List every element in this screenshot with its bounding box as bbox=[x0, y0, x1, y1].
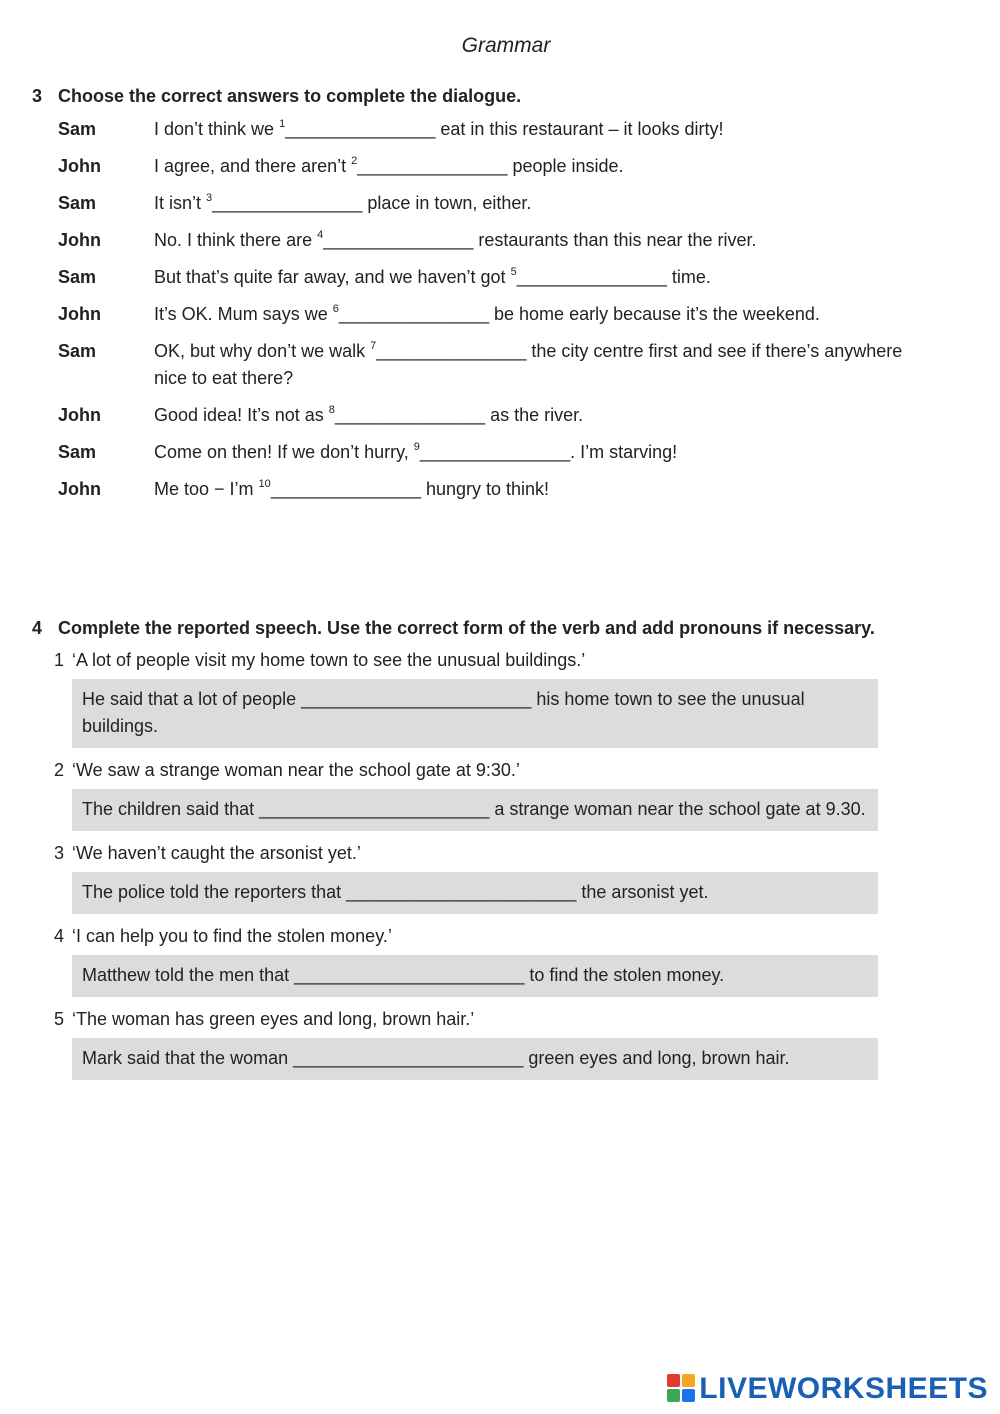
answer-blank[interactable]: _______________ bbox=[419, 442, 571, 462]
gap-number: 9 bbox=[413, 441, 420, 453]
direct-speech-prompt bbox=[54, 648, 884, 672]
answer-blank[interactable]: _______________ bbox=[212, 193, 363, 213]
answer-blank[interactable]: _______________ bbox=[338, 304, 490, 324]
gap-number: 4 bbox=[317, 229, 324, 241]
speaker-name: Sam bbox=[58, 341, 97, 361]
quote-text: ‘I can help you to find the stolen money.’ bbox=[72, 926, 392, 946]
quote-text: ‘We haven’t caught the arsonist yet.’ bbox=[72, 843, 361, 863]
reported-speech-item bbox=[54, 924, 884, 997]
item-number: 3 bbox=[54, 843, 65, 863]
dialogue-line bbox=[58, 476, 938, 503]
gap-number: 3 bbox=[206, 192, 213, 204]
dialogue-text bbox=[154, 476, 938, 503]
text-before: Mark said that the woman bbox=[82, 1048, 294, 1068]
dialogue-line bbox=[58, 264, 938, 291]
text-after: green eyes and long, brown hair. bbox=[523, 1048, 790, 1068]
quote-text: ‘The woman has green eyes and long, brown hair.’ bbox=[72, 1009, 475, 1029]
speaker-name: John bbox=[58, 156, 101, 176]
reported-speech-item bbox=[54, 1007, 884, 1080]
gap-number: 1 bbox=[279, 118, 286, 130]
answer-blank[interactable]: _______________ bbox=[376, 341, 527, 361]
reported-speech-item bbox=[54, 758, 884, 831]
speaker-name: Sam bbox=[58, 119, 97, 139]
section-number: 4 bbox=[32, 618, 43, 638]
gap-number: 10 bbox=[258, 478, 271, 490]
dialogue-line bbox=[58, 227, 938, 254]
dialogue-line bbox=[58, 338, 938, 392]
dialogue-text bbox=[154, 439, 938, 466]
text-before: The children said that bbox=[82, 799, 260, 819]
speaker-name: Sam bbox=[58, 193, 97, 213]
quote-text: ‘We saw a strange woman near the school gate at 9:30.’ bbox=[72, 760, 520, 780]
speaker-name: John bbox=[58, 479, 101, 499]
answer-blank[interactable]: _______________ bbox=[516, 267, 667, 287]
direct-speech-prompt bbox=[54, 841, 884, 865]
dialogue-text bbox=[154, 190, 938, 217]
answer-box bbox=[72, 955, 878, 997]
text-after: . I’m starving! bbox=[570, 442, 678, 462]
text-after: the city centre first and see if there’s anywhere nice to eat there? bbox=[154, 341, 903, 388]
dialogue-text bbox=[154, 264, 938, 291]
text-before: Matthew told the men that bbox=[82, 965, 295, 985]
text-after: eat in this restaurant – it looks dirty! bbox=[435, 119, 724, 139]
answer-blank[interactable]: _______________________ bbox=[294, 965, 525, 985]
answer-blank[interactable]: _______________ bbox=[334, 405, 486, 425]
dialogue-text bbox=[154, 402, 938, 429]
gap-number: 6 bbox=[332, 303, 339, 315]
direct-speech-prompt bbox=[54, 758, 884, 782]
text-after: place in town, either. bbox=[362, 193, 532, 213]
text-before: It’s OK. Mum says we bbox=[154, 304, 333, 324]
gap-number: 2 bbox=[351, 155, 358, 167]
text-after: to find the stolen money. bbox=[524, 965, 725, 985]
answer-box bbox=[72, 1038, 878, 1080]
quote-text: ‘A lot of people visit my home town to see the unusual buildings.’ bbox=[72, 650, 586, 670]
direct-speech-prompt bbox=[54, 924, 884, 948]
liveworksheets-logo bbox=[667, 1371, 988, 1407]
text-after: time. bbox=[666, 267, 711, 287]
dialogue-line bbox=[58, 153, 938, 180]
dialogue bbox=[58, 116, 938, 513]
text-after: his home town to see the unusual buildings. bbox=[82, 689, 805, 736]
dialogue-line bbox=[58, 402, 938, 429]
item-number: 5 bbox=[54, 1009, 65, 1029]
text-before: No. I think there are bbox=[154, 230, 318, 250]
answer-box bbox=[72, 789, 878, 831]
gap-number: 5 bbox=[510, 266, 517, 278]
gap-number: 7 bbox=[370, 340, 377, 352]
dialogue-line bbox=[58, 301, 938, 328]
reported-speech-items bbox=[54, 648, 884, 1090]
page-title: Grammar bbox=[461, 34, 551, 57]
item-number: 4 bbox=[54, 926, 65, 946]
text-after: restaurants than this near the river. bbox=[473, 230, 757, 250]
text-after: hungry to think! bbox=[420, 479, 550, 499]
dialogue-text bbox=[154, 153, 938, 180]
dialogue-text bbox=[154, 227, 938, 254]
reported-speech-item bbox=[54, 841, 884, 914]
text-after: people inside. bbox=[507, 156, 624, 176]
text-before: I agree, and there aren’t bbox=[154, 156, 352, 176]
speaker-name: Sam bbox=[58, 442, 97, 462]
section-4-heading bbox=[32, 618, 875, 639]
section-instruction: Choose the correct answers to complete the dialogue. bbox=[58, 86, 522, 106]
answer-blank[interactable]: _______________ bbox=[323, 230, 474, 250]
answer-blank[interactable]: _______________ bbox=[270, 479, 421, 499]
dialogue-text bbox=[154, 301, 938, 328]
gap-number: 8 bbox=[328, 404, 335, 416]
text-before: It isn’t bbox=[154, 193, 207, 213]
answer-blank[interactable]: _______________ bbox=[285, 119, 436, 139]
text-before: I don’t think we bbox=[154, 119, 280, 139]
reported-speech-item bbox=[54, 648, 884, 748]
item-number: 1 bbox=[54, 650, 65, 670]
answer-blank[interactable]: _______________________ bbox=[346, 882, 577, 902]
text-after: be home early because it’s the weekend. bbox=[489, 304, 820, 324]
answer-blank[interactable]: _______________________ bbox=[293, 1048, 524, 1068]
dialogue-line bbox=[58, 116, 938, 143]
text-after: a strange woman near the school gate at 9.30. bbox=[489, 799, 866, 819]
section-instruction: Complete the reported speech. Use the correct form of the verb and add pronouns if necessary. bbox=[58, 618, 875, 638]
speaker-name: Sam bbox=[58, 267, 97, 287]
answer-box bbox=[72, 872, 878, 914]
dialogue-line bbox=[58, 190, 938, 217]
direct-speech-prompt bbox=[54, 1007, 884, 1031]
text-before: But that’s quite far away, and we haven’t got bbox=[154, 267, 511, 287]
answer-blank[interactable]: _______________ bbox=[357, 156, 508, 176]
section-3-heading bbox=[32, 86, 521, 107]
section-number: 3 bbox=[32, 86, 43, 106]
speaker-name: John bbox=[58, 304, 101, 324]
speaker-name: John bbox=[58, 405, 101, 425]
answer-blank[interactable]: _______________________ bbox=[301, 689, 532, 709]
dialogue-text bbox=[154, 116, 938, 143]
answer-box bbox=[72, 679, 878, 748]
logo-mark-icon bbox=[667, 1374, 697, 1404]
text-before: He said that a lot of people bbox=[82, 689, 302, 709]
item-number: 2 bbox=[54, 760, 65, 780]
text-before: Good idea! It’s not as bbox=[154, 405, 329, 425]
text-before: OK, but why don’t we walk bbox=[154, 341, 371, 361]
text-before: Come on then! If we don’t hurry, bbox=[154, 442, 414, 462]
text-before: Me too − I’m bbox=[154, 479, 259, 499]
text-after: as the river. bbox=[485, 405, 584, 425]
dialogue-text bbox=[154, 338, 938, 392]
logo-text: LIVEWORKSHEETS bbox=[699, 1372, 988, 1405]
dialogue-line bbox=[58, 439, 938, 466]
speaker-name: John bbox=[58, 230, 101, 250]
text-after: the arsonist yet. bbox=[576, 882, 709, 902]
text-before: The police told the reporters that bbox=[82, 882, 347, 902]
answer-blank[interactable]: _______________________ bbox=[259, 799, 490, 819]
